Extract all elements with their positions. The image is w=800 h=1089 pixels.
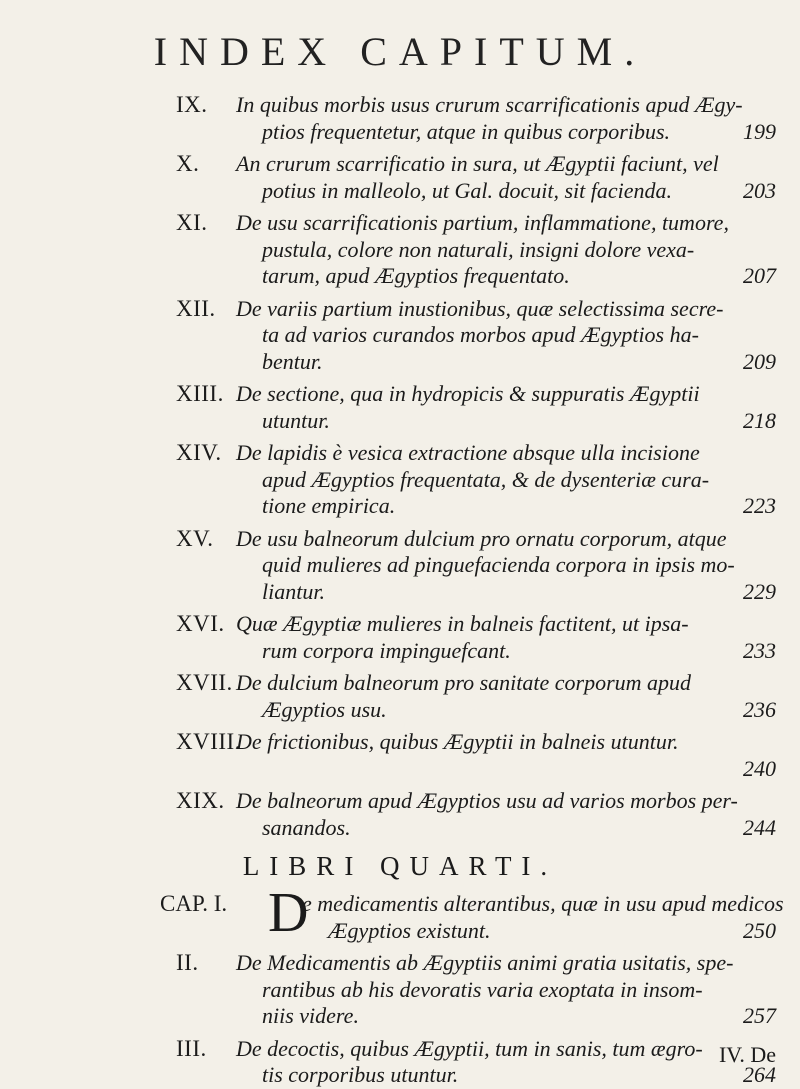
entry-line: De dulcium balneorum pro sanitate corporum apud	[236, 670, 692, 695]
entry-line: tarum, apud Ægyptios frequentato.	[262, 263, 570, 288]
entry-line: De balneorum apud Ægyptios usu ad varios morbos per-	[236, 788, 738, 813]
entry-line: pustula, colore non naturali, insigni dolore vexa-	[262, 236, 695, 262]
entry-page-number: 209	[743, 348, 776, 374]
entry-line: quid mulieres ad pinguefacienda corpora in ipsis mo-	[262, 552, 735, 577]
chapter-label: CAP. I.	[160, 891, 228, 916]
index-entry-xv	[176, 525, 776, 606]
entry-line: liantur.	[262, 578, 325, 604]
entry-line: tione empirica.	[262, 493, 396, 518]
entry-line: Ægyptios existunt.	[328, 917, 491, 943]
entry-page-number: 218	[743, 407, 776, 433]
entry-line: bentur.	[262, 348, 323, 374]
catchword	[719, 1040, 776, 1069]
entry-number: XIII.	[176, 381, 224, 406]
index-entry-xix	[176, 788, 776, 841]
entry-number: XVI.	[176, 611, 225, 636]
entry-line: e medicamentis alterantibus, quæ in usu apud medicos	[302, 891, 784, 916]
entry-number: X.	[176, 151, 200, 176]
entry-number: II.	[176, 950, 199, 975]
entry-page-number: 250	[743, 917, 776, 943]
entry-line: niis videre.	[262, 1003, 359, 1028]
index-entry-xiv	[176, 440, 776, 520]
section-title: LIBRI QUARTI.	[242, 851, 558, 881]
entry-line: tis corporibus utuntur.	[262, 1062, 459, 1087]
entry-number: XIX.	[176, 788, 225, 813]
entry-number: XII.	[176, 295, 216, 321]
entry-page-number: 236	[743, 696, 776, 722]
index-entry-cap-i	[302, 891, 784, 944]
entry-number: III.	[176, 1035, 207, 1061]
index-entry-xvi	[176, 611, 776, 664]
entry-page-number: 264	[743, 1062, 776, 1087]
entry-line: An crurum scarrificatio in sura, ut Ægyptii faciunt, vel	[236, 151, 719, 176]
index-entry-x	[176, 151, 776, 204]
entry-page-number: 257	[743, 1003, 776, 1028]
entry-line: De usu scarrificationis partium, inflammatione, tumore,	[236, 210, 729, 235]
entry-line: De frictionibus, quibus Ægyptii in balneis utuntur.	[236, 729, 679, 754]
entry-line: ptios frequentetur, atque in quibus corporibus.	[262, 118, 671, 144]
entry-number: XIV.	[176, 440, 222, 465]
entry-line: De lapidis è vesica extractione absque ulla incisione	[236, 440, 700, 465]
entry-line: rum corpora impinguefcant.	[262, 637, 511, 663]
entry-line: potius in malleolo, ut Gal. docuit, sit facienda.	[262, 177, 673, 203]
entry-line: ta ad varios curandos morbos apud Ægyptios ha-	[262, 322, 699, 347]
entry-line: apud Ægyptios frequentata, & de dysenteriæ cura-	[262, 466, 710, 492]
drop-cap-letter: D	[268, 882, 309, 944]
index-entry-xvii	[176, 670, 776, 723]
entry-number: XV.	[176, 525, 214, 551]
entry-page-number: 229	[743, 578, 776, 604]
catchword-text: IV. De	[718, 1042, 776, 1067]
entry-line: De decoctis, quibus Ægyptii, tum in sanis, tum ægro-	[236, 1035, 703, 1061]
entry-line: Quæ Ægyptiæ mulieres in balneis factitent, ut ipsa-	[236, 611, 689, 636]
index-entry-cap-iii	[176, 1035, 776, 1089]
entry-line: De Medicamentis ab Ægyptiis animi gratia usitatis, spe-	[236, 950, 734, 975]
entry-line: De sectione, qua in hydropicis & suppuratis Ægyptii	[236, 381, 700, 406]
entry-page-number: 240	[743, 755, 776, 781]
entry-number: IX.	[176, 92, 208, 117]
index-entry-xviii	[176, 729, 776, 781]
index-entry-cap-ii	[176, 950, 776, 1030]
entry-page-number: 233	[743, 637, 776, 663]
entry-line: rantibus ab his devoratis varia exoptata in insom-	[262, 976, 703, 1002]
entry-page-number: 203	[743, 177, 776, 203]
page-header: INDEX CAPITUM.	[153, 29, 647, 74]
index-entry-xiii	[176, 381, 776, 434]
index-entry-xii	[176, 295, 776, 376]
entry-number: XVII.	[176, 670, 233, 695]
entry-page-number: 199	[743, 118, 776, 144]
entry-page-number: 223	[743, 493, 776, 518]
entry-page-number: 244	[743, 814, 776, 840]
entry-number: XVIII.	[176, 729, 241, 754]
entry-line: De variis partium inustionibus, quæ selectissima secre-	[236, 295, 724, 321]
entry-number: XI.	[176, 210, 208, 235]
index-entry-xi	[176, 210, 776, 290]
index-entry-ix	[176, 92, 776, 145]
entry-line: De usu balneorum dulcium pro ornatu corporum, atque	[236, 525, 727, 551]
entry-page-number: 207	[743, 263, 776, 288]
entry-line: sanandos.	[262, 814, 351, 840]
entry-line: Ægyptios usu.	[262, 696, 387, 722]
entry-line: utuntur.	[262, 407, 330, 433]
entry-line: In quibus morbis usus crurum scarrificationis apud Ægy-	[236, 92, 743, 117]
